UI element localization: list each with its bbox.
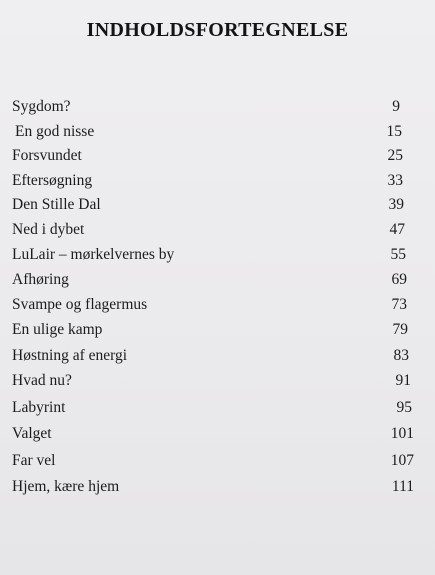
toc-row xyxy=(0,220,435,240)
toc-entry-page: 95 xyxy=(396,399,412,416)
toc-entry-page: 39 xyxy=(388,196,404,213)
toc-entry-page: 107 xyxy=(390,452,414,469)
toc-entry-page: 25 xyxy=(387,147,403,164)
toc-entry-title: Eftersøgning xyxy=(12,172,93,189)
toc-entry-title: Valget xyxy=(12,425,52,442)
toc-row xyxy=(0,195,435,215)
toc-entry-page: 15 xyxy=(386,123,402,140)
toc-entry-title: Hvad nu? xyxy=(12,372,72,389)
toc-entry-title: En god nisse xyxy=(15,123,95,140)
toc-entry-title: En ulige kamp xyxy=(12,321,103,338)
toc-entry-page: 69 xyxy=(391,271,407,288)
toc-entry-page: 73 xyxy=(391,296,407,313)
toc-entry-page: 9 xyxy=(392,98,400,115)
toc-row xyxy=(0,270,435,290)
toc-entry-title: Ned i dybet xyxy=(12,221,85,238)
toc-row xyxy=(0,320,435,340)
toc-row xyxy=(0,295,435,315)
page-title: INDHOLDSFORTEGNELSE xyxy=(86,19,349,41)
toc-row xyxy=(0,398,435,418)
toc-entry-page: 79 xyxy=(392,321,408,338)
toc-entry-title: Labyrint xyxy=(12,399,66,416)
toc-entry-title: LuLair – mørkelvernes by xyxy=(12,246,175,263)
toc-row xyxy=(0,477,435,497)
toc-entry-page: 33 xyxy=(387,172,403,189)
toc-entry-title: Svampe og flagermus xyxy=(12,296,148,313)
toc-entry-title: Forsvundet xyxy=(12,147,82,164)
toc-entry-page: 47 xyxy=(389,221,405,238)
toc-row xyxy=(0,346,435,366)
toc-entry-page: 101 xyxy=(390,425,414,442)
toc-row xyxy=(0,171,435,191)
toc-row xyxy=(0,97,435,117)
toc-row xyxy=(0,451,435,471)
toc-entry-page: 83 xyxy=(393,347,409,364)
toc-row xyxy=(0,122,435,142)
toc-entry-title: Sygdom? xyxy=(12,98,71,115)
toc-entry-title: Hjem, kære hjem xyxy=(12,478,120,495)
toc-row xyxy=(0,371,435,391)
toc-entry-page: 91 xyxy=(395,372,411,389)
toc-row xyxy=(0,245,435,265)
toc-row xyxy=(0,424,435,444)
toc-entry-title: Far vel xyxy=(12,452,56,469)
toc-row xyxy=(0,146,435,166)
toc-entry-page: 55 xyxy=(390,246,406,263)
toc-entry-title: Den Stille Dal xyxy=(12,196,101,213)
toc-entry-page: 111 xyxy=(391,478,414,495)
toc-entry-title: Afhøring xyxy=(12,271,69,288)
toc-entry-title: Høstning af energi xyxy=(12,347,128,364)
